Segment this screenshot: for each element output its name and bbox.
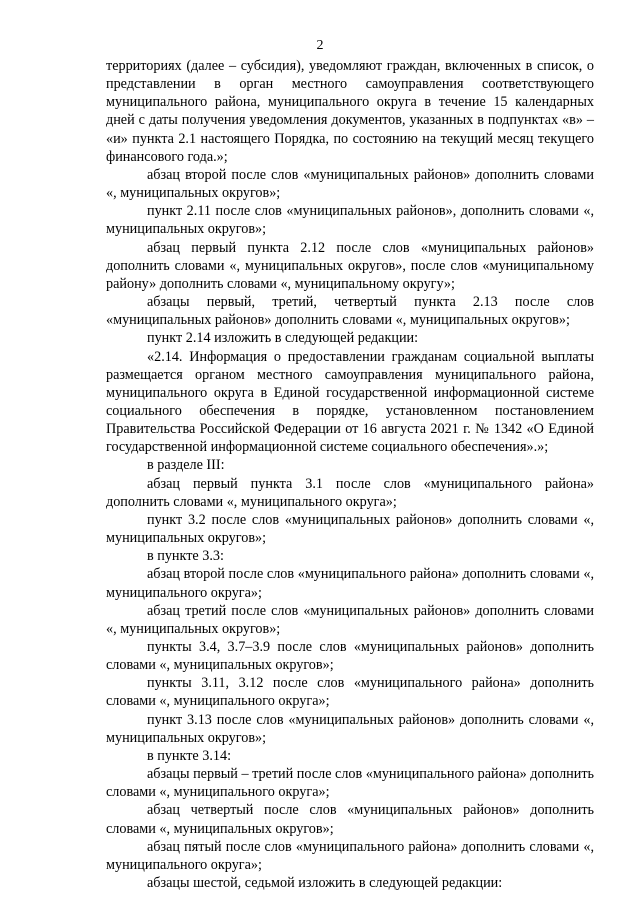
paragraph: пункт 2.14 изложить в следующей редакции: (147, 330, 419, 347)
paragraph: в пункте 3.3: (147, 548, 224, 565)
paragraph: абзац четвертый после слов «муниципальных районов» дополнить словами «, муниципальных округов»; (106, 802, 594, 837)
paragraph: абзац первый пункта 3.1 после слов «муниципального района» дополнить словами «, муниципального округа»; (106, 475, 594, 510)
paragraph: пункты 3.11, 3.12 после слов «муниципального района» дополнить словами «, муниципального округа»; (106, 675, 594, 710)
paragraph: абзац второй после слов «муниципального района» дополнить словами «, муниципального округа»; (106, 566, 594, 601)
paragraph: абзац второй после слов «муниципальных районов» дополнить словами «, муниципальных округов»; (106, 166, 594, 202)
paragraph: абзац первый пункта 2.12 после слов «муниципальных районов» дополнить словами «, муниципальных округов», после слов «муниципальному району» дополнить словами «, муниципальному округу»; (106, 239, 594, 292)
paragraph: абзацы первый – третий после слов «муниципального района» дополнить словами «, муниципального округа»; (106, 766, 595, 801)
paragraph: пункт 3.2 после слов «муниципальных районов» дополнить словами «, муниципальных округов»; (106, 511, 594, 547)
paragraph: абзацы шестой, седьмой изложить в следующей редакции: (147, 875, 503, 892)
paragraph: абзацы первый, третий, четвертый пункта 2.13 после слов «муниципальных районов» дополнить словами «, муниципальных округов»; (106, 294, 594, 329)
paragraph: в пункте 3.14: (147, 747, 232, 764)
paragraph: пункт 3.13 после слов «муниципальных районов» дополнить словами «, муниципальных округов»; (106, 711, 594, 746)
page-number: 2 (316, 38, 324, 53)
paragraph: пункты 3.4, 3.7–3.9 после слов «муниципальных районов» дополнить словами «, муниципальных округов»; (106, 639, 594, 674)
paragraph: пункт 2.11 после слов «муниципальных районов», дополнить словами «, муниципальных округов»; (106, 203, 594, 238)
document-body (106, 57, 594, 892)
paragraph: в разделе III: (147, 457, 225, 474)
paragraph: абзац третий после слов «муниципальных районов» дополнить словами «, муниципальных округов»; (106, 602, 594, 637)
paragraph-continuation: территориях (далее – субсидия), уведомляют граждан, включенных в список, о представлении в орган местного самоуправления соответствующего муниципального района, муниципального округа в течение 15 календарных дней с даты получения уведомления документов, указанных в подпунктах «в» – «и» пункта 2.1 настоящего Порядка, по состоянию на текущий месяц текущего финансового года.»; (106, 58, 594, 165)
paragraph: «2.14. Информация о предоставлении гражданам социальной выплаты размещается органом местного самоуправления муниципального района, муниципального округа в Единой государственной информационной системе социального обеспечения в порядке, установленном постановлением Правительства Российской Федерации от 16 августа 2021 г. № 1342 «О Единой государственной информационной системе социального обеспечения».»; (106, 348, 594, 456)
paragraph: абзац пятый после слов «муниципального района» дополнить словами «, муниципального округа»; (106, 838, 594, 873)
